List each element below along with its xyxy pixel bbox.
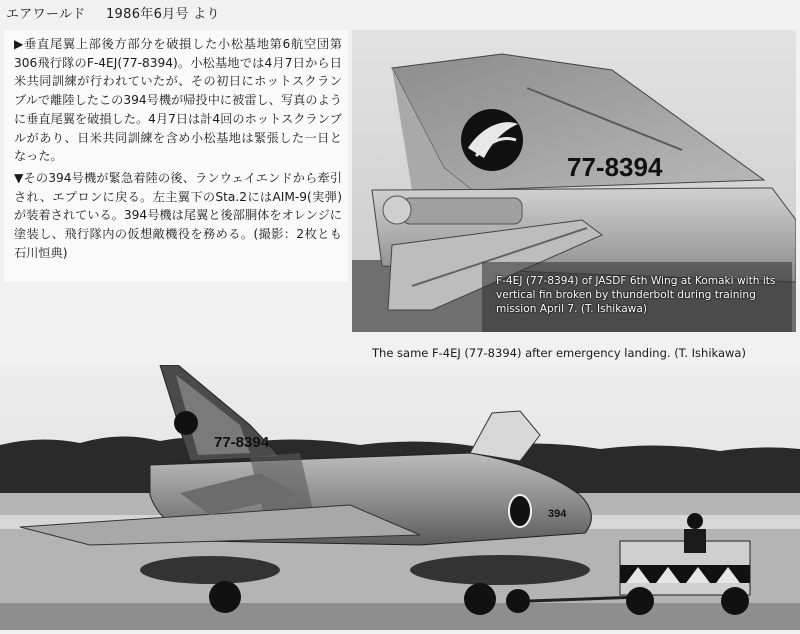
landing-photo-caption: The same F-4EJ (77-8394) after emergency landing. (T. Ishikawa): [372, 346, 746, 360]
towed-aircraft-image: [0, 365, 800, 630]
nose-number: 394: [548, 508, 567, 520]
tail-number-bottom: 77-8394: [214, 434, 270, 451]
article-paragraph-2: ▼その394号機が緊急着陸の後、ランウェイエンドから牽引され、エプロンに戻る。左主翼下のSta.2にはAIM-9(実弾)が装着されている。394号機は尾翼と後部胴体をオレンジに塗装し、飛行隊内の仮想敵機役を務める。(撮影：2枚とも石川恒典): [14, 170, 342, 260]
tail-number-top: 77-8394: [567, 152, 663, 182]
article-text-block: [4, 30, 348, 282]
towed-aircraft-photo: [0, 365, 800, 630]
tail-closeup-photo: [352, 30, 796, 332]
page-header: [6, 3, 236, 22]
issue-label: 1986年6月号 より: [105, 7, 220, 22]
magazine-name: エアワールド: [6, 7, 86, 22]
tail-photo-caption: F-4EJ (77-8394) of JASDF 6th Wing at Komaki with its vertical fin broken by thunderbolt during training mission April 7. (T. Ishikawa): [496, 275, 776, 315]
article-paragraph-1: ▶垂直尾翼上部後方部分を破損した小松基地第6航空団第306飛行隊のF-4EJ(77-8394)。小松基地では4月7日から日米共同訓練が行われていたが、その初日にホットスクランブルで離陸したこの394号機が帰投中に被雷し、写真のように垂直尾翼を破損した。4月7日は計4回のホットスクランブルがあり、日米共同訓練を含め小松基地は緊張した一日となった。: [14, 37, 342, 164]
